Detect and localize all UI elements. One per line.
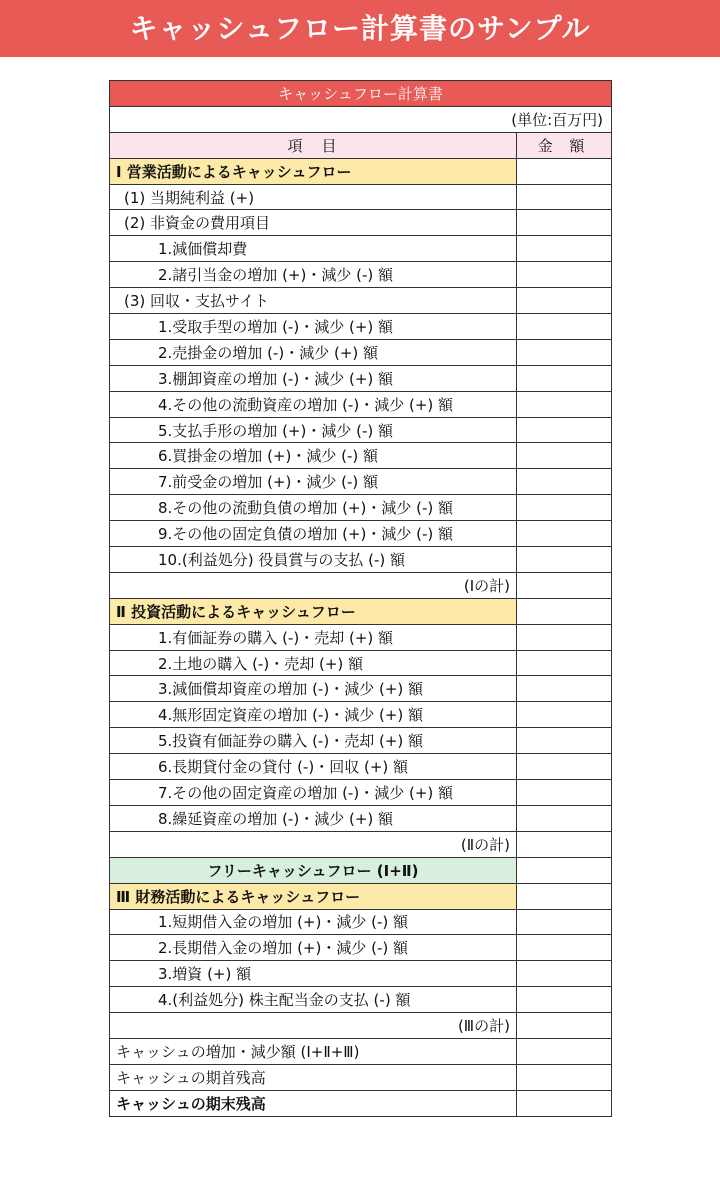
item-cell: 2.諸引当金の増加 (+)・減少 (-) 額 [110, 262, 517, 288]
table-row [110, 210, 612, 236]
table-row [110, 754, 612, 780]
table-row [110, 262, 612, 288]
amount-cell[interactable] [517, 754, 612, 780]
amount-cell[interactable] [517, 702, 612, 728]
amount-cell[interactable] [517, 443, 612, 469]
table-row [110, 547, 612, 573]
amount-cell[interactable] [517, 288, 612, 314]
amount-cell[interactable] [517, 883, 612, 909]
table-row [110, 1013, 612, 1039]
table-row [110, 728, 612, 754]
item-cell: キャッシュの期首残高 [110, 1064, 517, 1090]
item-cell: 4.(利益処分) 株主配当金の支払 (-) 額 [110, 987, 517, 1013]
item-cell: Ⅲ 財務活動によるキャッシュフロー [110, 883, 517, 909]
item-cell: 2.土地の購入 (-)・売却 (+) 額 [110, 650, 517, 676]
table-row [110, 521, 612, 547]
item-cell: キャッシュの増加・減少額 (Ⅰ+Ⅱ+Ⅲ) [110, 1038, 517, 1064]
table-row [110, 598, 612, 624]
table-row [110, 961, 612, 987]
unit-label: (単位:百万円) [110, 106, 612, 132]
amount-cell[interactable] [517, 857, 612, 883]
amount-cell[interactable] [517, 728, 612, 754]
item-cell: 3.棚卸資産の増加 (-)・減少 (+) 額 [110, 365, 517, 391]
amount-cell[interactable] [517, 780, 612, 806]
header-amount: 金 額 [517, 132, 612, 158]
amount-cell[interactable] [517, 391, 612, 417]
amount-cell[interactable] [517, 961, 612, 987]
item-cell: 4.その他の流動資産の増加 (-)・減少 (+) 額 [110, 391, 517, 417]
page-banner-title: キャッシュフロー計算書のサンプル [0, 0, 720, 57]
amount-cell[interactable] [517, 417, 612, 443]
table-row [110, 417, 612, 443]
amount-cell[interactable] [517, 1064, 612, 1090]
amount-cell[interactable] [517, 1013, 612, 1039]
amount-cell[interactable] [517, 572, 612, 598]
amount-cell[interactable] [517, 676, 612, 702]
table-row [110, 1038, 612, 1064]
item-cell: 9.その他の固定負債の増加 (+)・減少 (-) 額 [110, 521, 517, 547]
amount-cell[interactable] [517, 262, 612, 288]
table-row [110, 443, 612, 469]
item-cell: 5.投資有価証券の購入 (-)・売却 (+) 額 [110, 728, 517, 754]
table-row [110, 883, 612, 909]
table-row [110, 650, 612, 676]
table-row [110, 909, 612, 935]
table-row [110, 184, 612, 210]
item-cell: 2.売掛金の増加 (-)・減少 (+) 額 [110, 339, 517, 365]
amount-cell[interactable] [517, 469, 612, 495]
amount-cell[interactable] [517, 210, 612, 236]
item-cell: 3.増資 (+) 額 [110, 961, 517, 987]
header-row [110, 132, 612, 158]
amount-cell[interactable] [517, 598, 612, 624]
cash-flow-statement-table [109, 80, 612, 1117]
amount-cell[interactable] [517, 650, 612, 676]
item-cell: 8.繰延資産の増加 (-)・減少 (+) 額 [110, 805, 517, 831]
table-row [110, 935, 612, 961]
item-cell: 1.有価証券の購入 (-)・売却 (+) 額 [110, 624, 517, 650]
item-cell: Ⅱ 投資活動によるキャッシュフロー [110, 598, 517, 624]
unit-row [110, 106, 612, 132]
table-row [110, 780, 612, 806]
table-row [110, 391, 612, 417]
amount-cell[interactable] [517, 909, 612, 935]
amount-cell[interactable] [517, 314, 612, 340]
item-cell: 10.(利益処分) 役員賞与の支払 (-) 額 [110, 547, 517, 573]
table-row [110, 676, 612, 702]
amount-cell[interactable] [517, 624, 612, 650]
table-row [110, 857, 612, 883]
table-row [110, 339, 612, 365]
item-cell: 2.長期借入金の増加 (+)・減少 (-) 額 [110, 935, 517, 961]
item-cell: フリーキャッシュフロー (Ⅰ+Ⅱ) [110, 857, 517, 883]
item-cell: 8.その他の流動負債の増加 (+)・減少 (-) 額 [110, 495, 517, 521]
item-cell: (1) 当期純利益 (+) [110, 184, 517, 210]
amount-cell[interactable] [517, 935, 612, 961]
item-cell: (Ⅲの計) [110, 1013, 517, 1039]
amount-cell[interactable] [517, 184, 612, 210]
amount-cell[interactable] [517, 1090, 612, 1116]
item-cell: (3) 回収・支払サイト [110, 288, 517, 314]
table-row [110, 365, 612, 391]
item-cell: 1.受取手型の増加 (-)・減少 (+) 額 [110, 314, 517, 340]
header-item: 項 目 [110, 132, 517, 158]
table-row [110, 314, 612, 340]
item-cell: 3.減価償却資産の増加 (-)・減少 (+) 額 [110, 676, 517, 702]
table-title-row [110, 81, 612, 107]
table-row [110, 702, 612, 728]
item-cell: 7.その他の固定資産の増加 (-)・減少 (+) 額 [110, 780, 517, 806]
amount-cell[interactable] [517, 805, 612, 831]
amount-cell[interactable] [517, 158, 612, 184]
item-cell: (Ⅱの計) [110, 831, 517, 857]
amount-cell[interactable] [517, 365, 612, 391]
table-row [110, 469, 612, 495]
amount-cell[interactable] [517, 495, 612, 521]
table-row [110, 624, 612, 650]
item-cell: 4.無形固定資産の増加 (-)・減少 (+) 額 [110, 702, 517, 728]
item-cell: (Ⅰの計) [110, 572, 517, 598]
table-row [110, 1090, 612, 1116]
table-row [110, 288, 612, 314]
item-cell: 6.長期貸付金の貸付 (-)・回収 (+) 額 [110, 754, 517, 780]
table-row [110, 572, 612, 598]
table-row [110, 831, 612, 857]
table-row [110, 495, 612, 521]
item-cell: キャッシュの期末残高 [110, 1090, 517, 1116]
item-cell: 6.買掛金の増加 (+)・減少 (-) 額 [110, 443, 517, 469]
amount-cell[interactable] [517, 987, 612, 1013]
amount-cell[interactable] [517, 521, 612, 547]
amount-cell[interactable] [517, 1038, 612, 1064]
amount-cell[interactable] [517, 831, 612, 857]
table-row [110, 1064, 612, 1090]
item-cell: 1.短期借入金の増加 (+)・減少 (-) 額 [110, 909, 517, 935]
table-row [110, 805, 612, 831]
item-cell: 1.減価償却費 [110, 236, 517, 262]
table-row [110, 236, 612, 262]
amount-cell[interactable] [517, 236, 612, 262]
table-row [110, 987, 612, 1013]
amount-cell[interactable] [517, 547, 612, 573]
item-cell: Ⅰ 営業活動によるキャッシュフロー [110, 158, 517, 184]
item-cell: 5.支払手形の増加 (+)・減少 (-) 額 [110, 417, 517, 443]
amount-cell[interactable] [517, 339, 612, 365]
item-cell: (2) 非資金の費用項目 [110, 210, 517, 236]
item-cell: 7.前受金の増加 (+)・減少 (-) 額 [110, 469, 517, 495]
table-title: キャッシュフロー計算書 [110, 81, 612, 107]
table-row [110, 158, 612, 184]
